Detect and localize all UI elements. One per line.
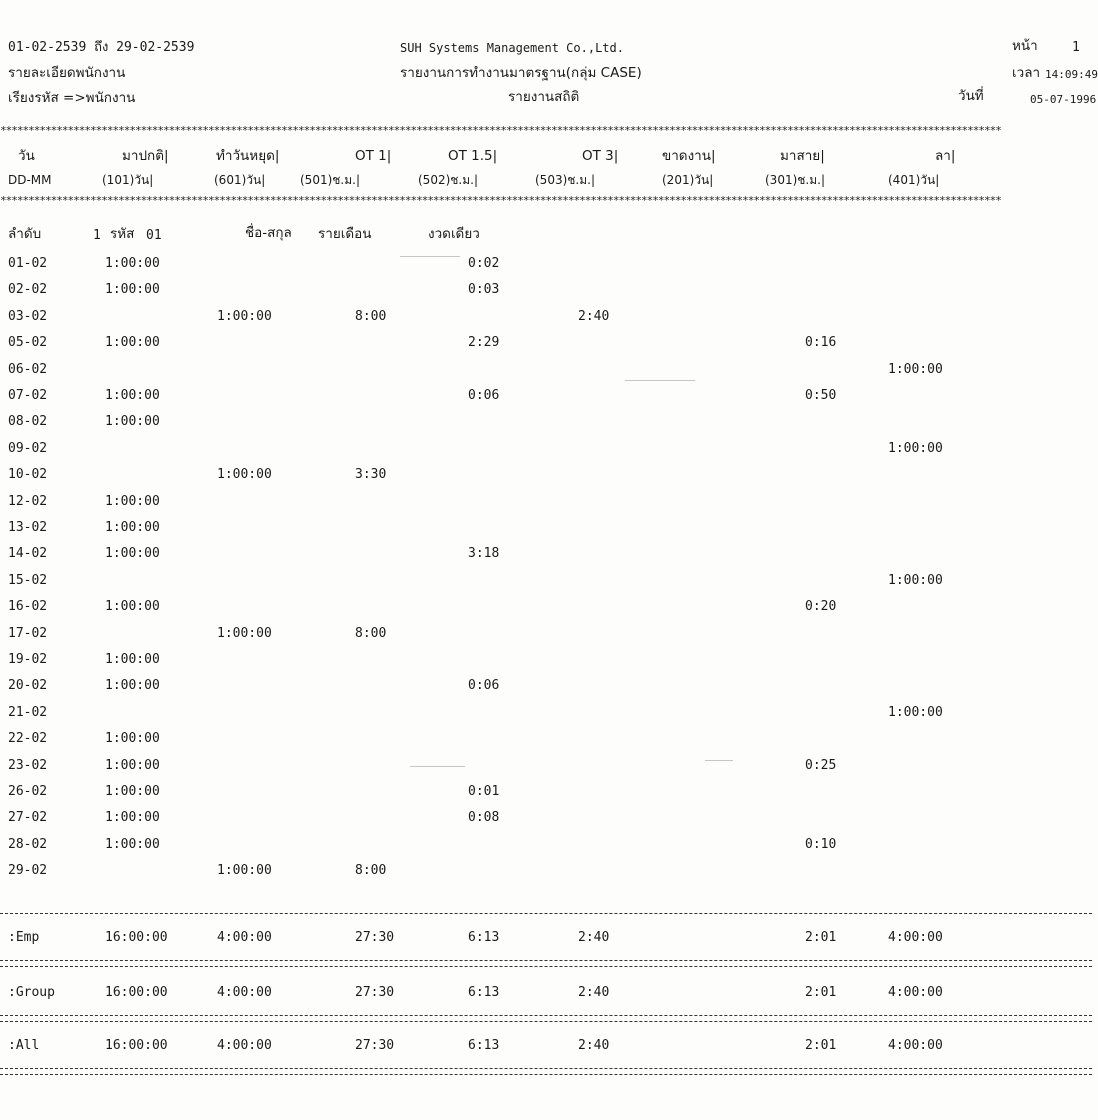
column-header-3: ทำวันหยุด| — [216, 148, 280, 164]
totals-row — [0, 985, 1092, 1011]
cell-c101: 1:00:00 — [105, 678, 160, 694]
column-unit-9: (401)วัน| — [888, 173, 940, 187]
column-header-6: OT 3| — [582, 148, 619, 164]
row-date: 08-02 — [8, 414, 48, 430]
total-c501: 27:30 — [355, 1038, 395, 1053]
table-row — [0, 626, 1092, 652]
row-date: 23-02 — [8, 757, 48, 773]
table-row — [0, 441, 1092, 467]
row-date: 01-02 — [8, 256, 48, 271]
row-date: 17-02 — [8, 625, 48, 641]
date-label: วันที่ — [958, 88, 984, 104]
column-unit-7: (201)วัน| — [662, 173, 714, 187]
row-date: 27-02 — [8, 810, 48, 826]
seq-number: 1 — [93, 228, 101, 243]
table-row — [0, 362, 1092, 388]
total-c601: 4:00:00 — [217, 985, 272, 1000]
total-c502: 6:13 — [468, 930, 500, 945]
row-date: 06-02 — [8, 361, 48, 377]
date-range: 01-02-2539 ถึง 29-02-2539 — [8, 40, 195, 55]
column-header-5: OT 1.5| — [448, 148, 498, 164]
cell-c502: 0:02 — [468, 256, 500, 271]
cell-c501: 3:30 — [355, 467, 387, 483]
cell-c101: 1:00:00 — [105, 282, 160, 298]
row-date: 05-02 — [8, 335, 48, 351]
cell-c401: 1:00:00 — [888, 440, 943, 456]
cell-c101: 1:00:00 — [105, 520, 160, 535]
cell-c601: 1:00:00 — [217, 308, 272, 324]
table-row — [0, 282, 1092, 308]
cell-c501: 8:00 — [355, 625, 387, 641]
column-unit-3: (601)วัน| — [214, 173, 266, 187]
cell-c502: 3:18 — [468, 546, 500, 562]
table-row — [0, 837, 1092, 863]
total-c501: 27:30 — [355, 985, 395, 1000]
cell-c101: 1:00:00 — [105, 784, 160, 799]
scan-speck — [625, 380, 695, 381]
row-date: 07-02 — [8, 388, 48, 403]
scan-speck — [705, 760, 733, 761]
table-row — [0, 494, 1092, 520]
report-type: รายละเอียดพนักงาน — [8, 65, 126, 81]
sort-order: เรียงรหัส =>พนักงาน — [8, 90, 136, 106]
table-row — [0, 599, 1092, 625]
row-date: 10-02 — [8, 467, 48, 483]
total-c503: 2:40 — [578, 930, 610, 945]
table-row — [0, 652, 1092, 678]
row-date: 29-02 — [8, 863, 48, 879]
company-name: SUH Systems Management Co.,Ltd. — [400, 41, 624, 55]
row-date: 28-02 — [8, 836, 48, 852]
time-value: 14:09:49 — [1045, 68, 1098, 81]
cell-c101: 1:00:00 — [105, 757, 160, 773]
column-unit-2: (101)วัน| — [102, 173, 154, 187]
code-value: 01 — [146, 228, 162, 243]
totals-label: :Emp — [8, 930, 40, 945]
total-c101: 16:00:00 — [105, 985, 168, 1000]
cell-c101: 1:00:00 — [105, 731, 160, 747]
total-c502: 6:13 — [468, 1038, 500, 1053]
row-date: 19-02 — [8, 652, 48, 667]
cell-c502: 0:08 — [468, 810, 500, 826]
column-unit-5: (502)ช.ม.| — [418, 173, 478, 187]
table-row — [0, 467, 1092, 493]
double-separator-1 — [0, 960, 1092, 967]
double-separator-3 — [0, 1068, 1092, 1075]
table-row — [0, 705, 1092, 731]
name-label: ชื่อ-สกุล — [245, 225, 292, 241]
column-header-7: ขาดงาน| — [662, 148, 716, 164]
column-header-8: มาสาย| — [780, 148, 825, 164]
totals-row — [0, 1038, 1092, 1064]
table-row — [0, 573, 1092, 599]
totals-row — [0, 930, 1092, 956]
row-date: 20-02 — [8, 678, 48, 694]
cell-c503: 2:40 — [578, 308, 610, 324]
table-row — [0, 784, 1092, 810]
column-header-4: OT 1| — [355, 148, 392, 164]
double-separator-2 — [0, 1015, 1092, 1022]
cell-c101: 1:00:00 — [105, 335, 160, 351]
column-header-9: ลา| — [935, 148, 956, 164]
cell-c101: 1:00:00 — [105, 493, 160, 509]
total-c501: 27:30 — [355, 930, 395, 945]
row-date: 15-02 — [8, 572, 48, 588]
cell-c101: 1:00:00 — [105, 836, 160, 852]
row-date: 02-02 — [8, 282, 48, 298]
dashed-separator — [0, 913, 1092, 914]
page-number: 1 — [1072, 40, 1080, 55]
cell-c501: 8:00 — [355, 863, 387, 879]
cell-c502: 0:06 — [468, 678, 500, 694]
row-date: 03-02 — [8, 308, 48, 324]
date-value: 05-07-1996 — [1030, 93, 1097, 106]
cell-c502: 2:29 — [468, 335, 500, 351]
report-subtitle: รายงานสถิติ — [508, 89, 580, 105]
total-c601: 4:00:00 — [217, 930, 272, 945]
row-date: 14-02 — [8, 546, 48, 562]
total-c401: 4:00:00 — [888, 985, 943, 1000]
cell-c401: 1:00:00 — [888, 704, 943, 720]
table-row — [0, 678, 1092, 704]
table-row — [0, 414, 1092, 440]
scan-speck — [400, 256, 460, 257]
total-c503: 2:40 — [578, 985, 610, 1000]
totals-label: :All — [8, 1038, 40, 1053]
cell-c301: 0:10 — [805, 836, 837, 852]
row-date: 22-02 — [8, 731, 48, 747]
cell-c101: 1:00:00 — [105, 256, 160, 271]
totals-label: :Group — [8, 985, 55, 1000]
cell-c401: 1:00:00 — [888, 572, 943, 588]
cell-c301: 0:50 — [805, 388, 837, 403]
cell-c101: 1:00:00 — [105, 810, 160, 826]
column-header-2: มาปกติ| — [122, 148, 169, 164]
row-date: 12-02 — [8, 493, 48, 509]
table-row — [0, 810, 1092, 836]
cell-c501: 8:00 — [355, 308, 387, 324]
cell-c101: 1:00:00 — [105, 599, 160, 615]
total-c301: 2:01 — [805, 1038, 837, 1053]
cell-c101: 1:00:00 — [105, 414, 160, 430]
row-date: 16-02 — [8, 599, 48, 615]
table-row — [0, 758, 1092, 784]
star-rule-top: ********************************************************************************************************************************************************************************** — [0, 124, 1001, 137]
table-row — [0, 520, 1092, 546]
cell-c301: 0:20 — [805, 599, 837, 615]
cell-c101: 1:00:00 — [105, 388, 160, 403]
cell-c301: 0:25 — [805, 757, 837, 773]
cell-c601: 1:00:00 — [217, 625, 272, 641]
seq-label: ลำดับ — [8, 226, 42, 242]
table-row — [0, 388, 1092, 414]
cell-c601: 1:00:00 — [217, 863, 272, 879]
total-c601: 4:00:00 — [217, 1038, 272, 1053]
time-label: เวลา — [1012, 65, 1041, 81]
table-row — [0, 309, 1092, 335]
row-date: 13-02 — [8, 520, 48, 535]
cell-c301: 0:16 — [805, 335, 837, 351]
pay-type: รายเดือน — [318, 226, 372, 242]
page-label: หน้า — [1012, 38, 1038, 54]
scan-speck — [410, 766, 465, 767]
column-unit-4: (501)ช.ม.| — [300, 173, 360, 187]
code-label: รหัส — [110, 226, 135, 242]
total-c101: 16:00:00 — [105, 1038, 168, 1053]
cell-c502: 0:01 — [468, 784, 500, 799]
row-date: 21-02 — [8, 704, 48, 720]
table-row — [0, 335, 1092, 361]
table-row — [0, 256, 1092, 282]
row-date: 26-02 — [8, 784, 48, 799]
table-row — [0, 731, 1092, 757]
column-header-1: วัน — [18, 148, 35, 164]
report-title: รายงานการทำงานมาตรฐาน(กลุ่ม CASE) — [400, 65, 642, 81]
cell-c101: 1:00:00 — [105, 652, 160, 667]
total-c503: 2:40 — [578, 1038, 610, 1053]
star-rule-bottom: ********************************************************************************************************************************************************************************** — [0, 194, 1001, 207]
cell-c101: 1:00:00 — [105, 546, 160, 562]
cell-c401: 1:00:00 — [888, 361, 943, 377]
total-c301: 2:01 — [805, 930, 837, 945]
total-c401: 4:00:00 — [888, 1038, 943, 1053]
column-unit-6: (503)ช.ม.| — [535, 173, 595, 187]
total-c101: 16:00:00 — [105, 930, 168, 945]
cell-c502: 0:03 — [468, 282, 500, 298]
total-c401: 4:00:00 — [888, 930, 943, 945]
table-row — [0, 863, 1092, 889]
column-unit-1: DD-MM — [8, 173, 52, 187]
total-c301: 2:01 — [805, 985, 837, 1000]
row-date: 09-02 — [8, 440, 48, 456]
column-unit-8: (301)ช.ม.| — [765, 173, 825, 187]
cell-c502: 0:06 — [468, 388, 500, 403]
table-row — [0, 546, 1092, 572]
total-c502: 6:13 — [468, 985, 500, 1000]
cell-c601: 1:00:00 — [217, 467, 272, 483]
pay-period: งวดเดียว — [428, 226, 480, 242]
